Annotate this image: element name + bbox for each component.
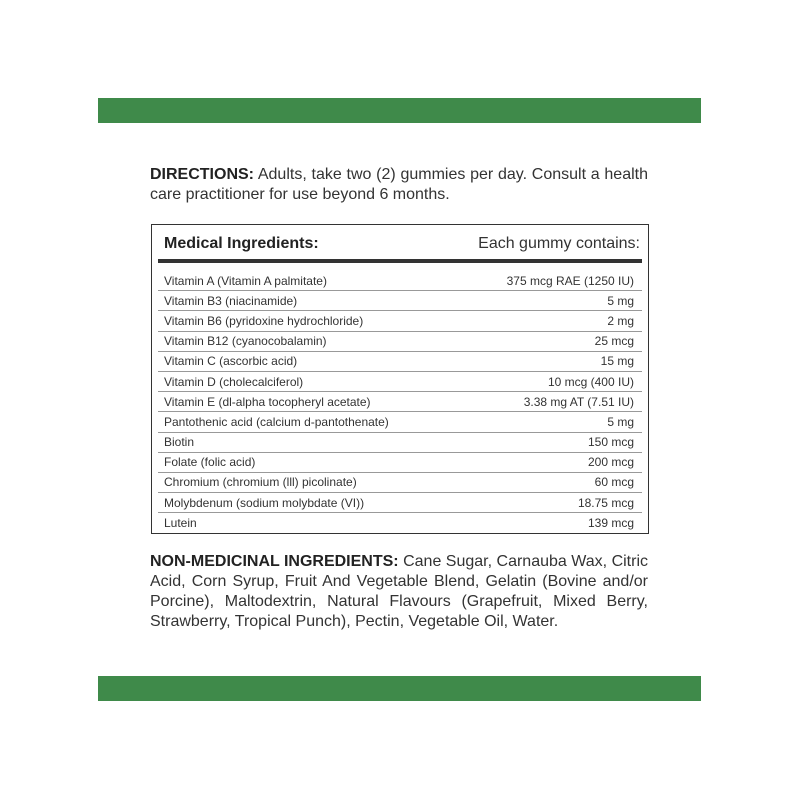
table-row bbox=[158, 332, 642, 352]
ingredient-name: Vitamin D (cholecalciferol) bbox=[164, 374, 304, 389]
ingredient-name: Vitamin A (Vitamin A palmitate) bbox=[164, 273, 327, 288]
header-medical-ingredients: Medical Ingredients: bbox=[164, 235, 319, 252]
non-medicinal-text: Cane Sugar, Carnauba Wax, Citric Acid, Corn Syrup, Fruit And Vegetable Blend, Gelatin (Bovine and/or Porcine), Maltodextrin, Natural Flavours (Grapefruit, Mixed Berry, Strawberry, Tropical Punch), Pectin, Vegetable Oil, Water. bbox=[150, 553, 649, 630]
header-divider bbox=[158, 259, 642, 263]
ingredient-amount: 3.38 mg AT (7.51 IU) bbox=[523, 394, 634, 409]
table-row bbox=[158, 473, 642, 493]
ingredient-name: Vitamin B6 (pyridoxine hydrochloride) bbox=[164, 313, 364, 328]
ingredient-amount: 10 mcg (400 IU) bbox=[547, 374, 634, 389]
top-green-band bbox=[98, 98, 701, 123]
directions-label: DIRECTIONS: bbox=[150, 166, 254, 183]
ingredient-amount: 25 mcg bbox=[594, 334, 634, 349]
ingredient-amount: 139 mcg bbox=[587, 516, 634, 531]
ingredient-name: Pantothenic acid (calcium d-pantothenate) bbox=[164, 414, 389, 429]
table-row bbox=[158, 311, 642, 331]
ingredient-name: Vitamin E (dl-alpha tocopheryl acetate) bbox=[164, 394, 371, 409]
ingredient-name: Folate (folic acid) bbox=[164, 455, 256, 470]
ingredient-amount: 5 mg bbox=[607, 293, 634, 308]
ingredient-amount: 200 mcg bbox=[587, 455, 634, 470]
table-row bbox=[158, 493, 642, 513]
non-medicinal-paragraph bbox=[150, 552, 648, 632]
table-row bbox=[158, 453, 642, 473]
bottom-green-band bbox=[98, 676, 701, 701]
header-each-gummy: Each gummy contains: bbox=[478, 235, 640, 252]
table-rows bbox=[158, 271, 642, 533]
ingredient-name: Vitamin C (ascorbic acid) bbox=[164, 354, 298, 369]
ingredient-name: Lutein bbox=[164, 516, 197, 531]
ingredient-amount: 18.75 mcg bbox=[577, 495, 634, 510]
directions-paragraph bbox=[150, 165, 648, 205]
ingredient-amount: 15 mg bbox=[600, 354, 634, 369]
table-row bbox=[158, 433, 642, 453]
ingredient-amount: 2 mg bbox=[607, 313, 634, 328]
table-row bbox=[158, 513, 642, 533]
table-header bbox=[164, 233, 640, 255]
directions-text: Adults, take two (2) gummies per day. Consult a health care practitioner for use beyond 6 months. bbox=[150, 166, 648, 203]
ingredient-name: Vitamin B3 (niacinamide) bbox=[164, 293, 298, 308]
table-row bbox=[158, 412, 642, 432]
non-medicinal-label: NON-MEDICINAL INGREDIENTS: bbox=[150, 553, 399, 570]
ingredient-amount: 375 mcg RAE (1250 IU) bbox=[506, 273, 634, 288]
table-row bbox=[158, 291, 642, 311]
ingredient-name: Molybdenum (sodium molybdate (VI)) bbox=[164, 495, 365, 510]
ingredient-amount: 5 mg bbox=[607, 414, 634, 429]
ingredients-table bbox=[151, 224, 649, 534]
ingredient-amount: 150 mcg bbox=[587, 435, 634, 450]
table-row bbox=[158, 392, 642, 412]
ingredient-name: Chromium (chromium (lll) picolinate) bbox=[164, 475, 357, 490]
ingredient-name: Biotin bbox=[164, 435, 195, 450]
ingredient-amount: 60 mcg bbox=[594, 475, 634, 490]
table-row bbox=[158, 271, 642, 291]
table-row bbox=[158, 352, 642, 372]
table-row bbox=[158, 372, 642, 392]
ingredient-name: Vitamin B12 (cyanocobalamin) bbox=[164, 334, 327, 349]
